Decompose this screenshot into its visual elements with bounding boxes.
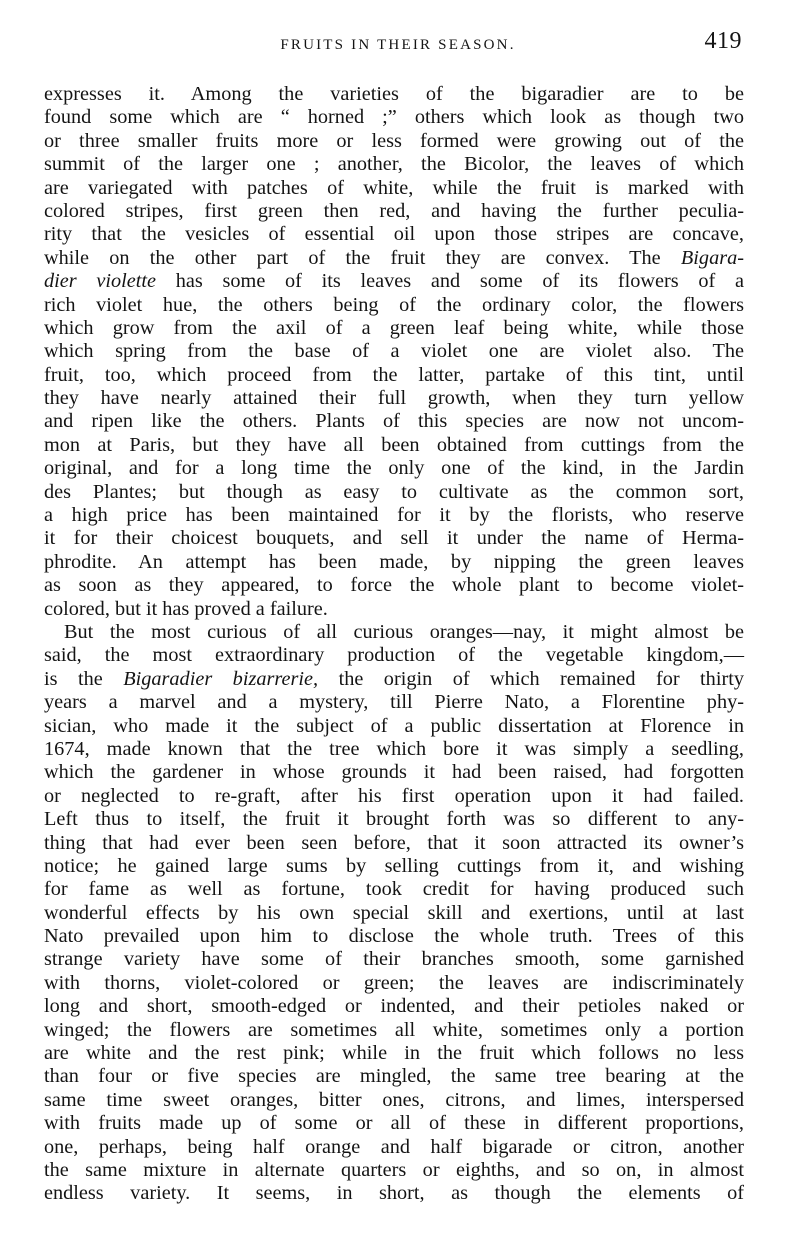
text-line: which grow from the axil of a green leaf being white, while those — [44, 316, 744, 339]
text-line: wonderful effects by his own special skill and exertions, until at last — [44, 901, 744, 924]
page-number: 419 — [704, 28, 742, 54]
text-line: Left thus to itself, the fruit it brought forth was so different to any- — [44, 808, 744, 831]
text-line: des Plantes; but though as easy to cultivate as the common sort, — [44, 480, 744, 503]
text-line: 1674, made known that the tree which bore it was simply a seedling, — [44, 737, 744, 760]
text-line: which spring from the base of a violet one are violet also. The — [44, 340, 744, 363]
text-line: the same mixture in alternate quarters or eighths, and so on, in almost — [44, 1158, 744, 1181]
text-line: sician, who made it the subject of a public dissertation at Florence in — [44, 714, 744, 737]
text-line: Nato prevailed upon him to disclose the whole truth. Trees of this — [44, 925, 744, 948]
text-line: years a marvel and a mystery, till Pierre Nato, a Florentine phy- — [44, 691, 744, 714]
text-line: thing that had ever been seen before, that it soon attracted its owner’s — [44, 831, 744, 854]
text-line: and ripen like the others. Plants of this species are now not uncom- — [44, 410, 744, 433]
text-line: are variegated with patches of white, while the fruit is marked with — [44, 176, 744, 199]
text-line: it for their choicest bouquets, and sell it under the name of Herma- — [44, 527, 744, 550]
text-line: fruit, too, which proceed from the latter, partake of this tint, until — [44, 363, 744, 386]
text-line: found some which are “ horned ;” others which look as though two — [44, 106, 744, 129]
text-line: colored stripes, first green then red, and having the further peculia- — [44, 199, 744, 222]
body-text — [44, 83, 744, 1206]
text-line: winged; the flowers are sometimes all white, sometimes only a portion — [44, 1018, 744, 1041]
text-line: they have nearly attained their full growth, when they turn yellow — [44, 387, 744, 410]
text-line: phrodite. An attempt has been made, by nipping the green leaves — [44, 550, 744, 573]
text-line: same time sweet oranges, bitter ones, citrons, and limes, interspersed — [44, 1088, 744, 1111]
text-line: for fame as well as fortune, took credit for having produced such — [44, 878, 744, 901]
text-line: rity that the vesicles of essential oil upon those stripes are concave, — [44, 223, 744, 246]
page-content — [44, 28, 744, 1206]
paragraph — [44, 621, 744, 1206]
text-line: one, perhaps, being half orange and half bigarade or citron, another — [44, 1135, 744, 1158]
text-line: notice; he gained large sums by selling cuttings from it, and wishing — [44, 854, 744, 877]
italic-term: Bigara- — [680, 246, 744, 269]
text-line: said, the most extraordinary production of the vegetable kingdom,— — [44, 644, 744, 667]
paragraph — [44, 83, 744, 621]
text-line: as soon as they appeared, to force the whole plant to become violet- — [44, 574, 744, 597]
text-line: or three smaller fruits more or less formed were growing out of the — [44, 129, 744, 152]
text-line — [44, 668, 744, 691]
text-segment: while on the other part of the fruit they are convex. The — [44, 246, 661, 269]
text-line: original, and for a long time the only one of the kind, in the Jardin — [44, 457, 744, 480]
text-line: expresses it. Among the varieties of the bigaradier are to be — [44, 83, 744, 105]
text-line: with fruits made up of some or all of these in different proportions, — [44, 1112, 744, 1135]
running-head — [44, 28, 744, 62]
text-line: which the gardener in whose grounds it had been raised, had forgotten — [44, 761, 744, 784]
text-line: strange variety have some of their branches smooth, some garnished — [44, 948, 744, 971]
text-line: mon at Paris, but they have all been obtained from cuttings from the — [44, 433, 744, 456]
text-segment: is the — [44, 667, 103, 690]
text-line — [44, 247, 744, 270]
text-line: than four or five species are mingled, the same tree bearing at the — [44, 1065, 744, 1088]
italic-term: dier violette — [44, 270, 157, 293]
text-segment: has some of its leaves and some of its flowers of a — [156, 270, 744, 293]
text-line: colored, but it has proved a failure. — [44, 597, 328, 620]
text-line: with thorns, violet-colored or green; the leaves are indiscriminately — [44, 971, 744, 994]
text-line: summit of the larger one ; another, the Bicolor, the leaves of which — [44, 153, 744, 176]
text-line — [44, 270, 744, 293]
text-line: are white and the rest pink; while in the fruit which follows no less — [44, 1042, 744, 1065]
text-segment: the origin of which remained for thirty — [338, 667, 744, 690]
text-line: a high price has been maintained for it by the florists, who reserve — [44, 504, 744, 527]
text-line: or neglected to re-graft, after his first operation upon it had failed. — [44, 784, 744, 807]
text-line: long and short, smooth-edged or indented, and their petioles naked or — [44, 995, 744, 1018]
text-line: But the most curious of all curious oranges—nay, it might almost be — [64, 620, 744, 643]
italic-term: Bigaradier bizarrerie, — [123, 667, 319, 690]
running-title: FRUITS IN THEIR SEASON. — [280, 37, 516, 53]
text-line: endless variety. It seems, in short, as though the elements of — [44, 1182, 744, 1205]
text-line: rich violet hue, the others being of the ordinary color, the flowers — [44, 293, 744, 316]
